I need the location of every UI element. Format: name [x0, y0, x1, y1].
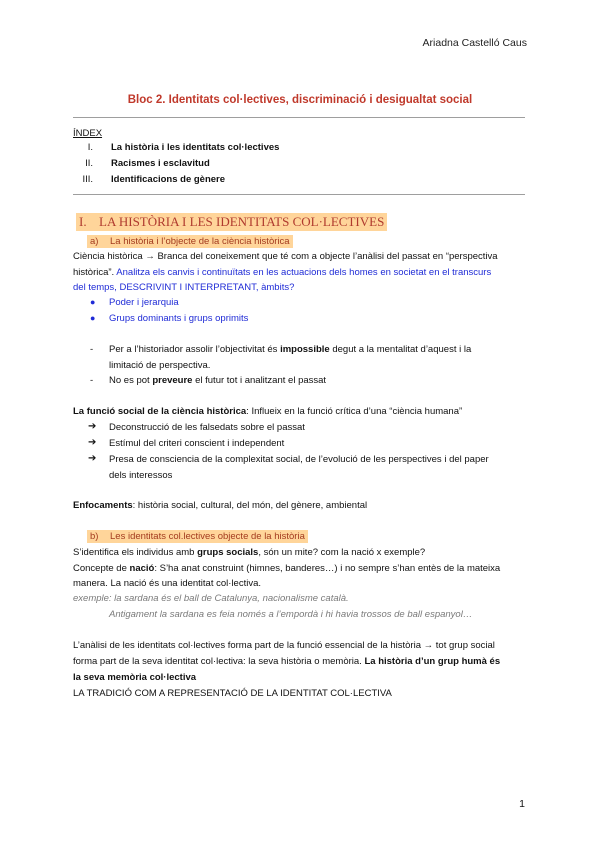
analysis-line: L’anàlisi de les identitats col·lectives forma part de la funció essencial de la història → tot grup social [73, 640, 495, 651]
section-title: LA HISTÒRIA I LES IDENTITATS COL·LECTIVES [99, 214, 385, 229]
enfocaments-label: Enfocaments [73, 500, 133, 511]
funcio-social-label: La funció social de la ciència històrica [73, 406, 247, 417]
bullet-item: Poder i jerarquia [109, 297, 179, 308]
dash-text: el futur tot i analitzant el passat [192, 375, 327, 386]
arrow-right-icon: ➔ [88, 437, 97, 448]
dash-item [109, 344, 471, 355]
example-line: Antigament la sardana es feia només a l’empordà i hi havia trossos de ball espanyol… [109, 609, 473, 620]
definition-line: Ciència històrica → Branca del coneixement que té com a objecte l’anàlisi del passat en “perspectiva [73, 251, 498, 262]
analysis-line: la seva memòria col·lectiva [73, 672, 197, 683]
paragraph-line [73, 547, 425, 558]
subsection-number: b) [90, 531, 99, 542]
arrow-right-icon: ➔ [88, 453, 97, 464]
subsection-number: a) [90, 236, 99, 247]
definition-line: del temps, DESCRIVINT I INTERPRETANT, àmbits? [73, 282, 295, 293]
arrow-item: Presa de consciencia de la complexitat social, de l’evolució de les perspectives i del paper [109, 454, 489, 465]
dash-icon: - [90, 344, 94, 355]
index-title: ÍNDEX [73, 128, 103, 139]
index-item-text: La història i les identitats col·lectives [111, 142, 280, 153]
dash-text: degut a la mentalitat d’aquest i la [329, 344, 472, 355]
definition-text: històrica”. [73, 267, 117, 278]
index-item [73, 142, 513, 158]
index-item-number: III. [82, 174, 93, 185]
paragraph-text: : S’ha anat construint (himnes, banderes…) i no sempre s’han entès de la mateixa [154, 563, 501, 574]
index-item-text: Racismes i esclavitud [111, 158, 210, 169]
dash-item [109, 375, 326, 386]
index-item [73, 158, 513, 174]
paragraph-line: manera. La nació és una identitat col·lectiva. [73, 578, 261, 589]
paragraph-text: Concepte de [73, 563, 130, 574]
paragraph-text: , són un mite? com la nació x exemple? [258, 547, 426, 558]
section-heading [76, 213, 387, 231]
definition-highlight: Analitza els canvis i continuïtats en les actuacions dels homes en societat en el transcurs [116, 267, 492, 278]
enfocaments-line [73, 500, 367, 511]
analysis-bold: La història d’un grup humà és [364, 656, 501, 667]
index-item-text: Identificacions de gènere [111, 174, 226, 185]
index-item-number: II. [85, 158, 93, 169]
arrow-item: Estímul del criteri conscient i independent [109, 438, 285, 449]
header-author: Ariadna Castelló Caus [422, 37, 527, 49]
bloc-title: Bloc 2. Identitats col·lectives, discriminació i desigualtat social [127, 94, 473, 106]
funcio-social-line [73, 406, 462, 417]
section-number: I. [79, 214, 87, 229]
enfocaments-text: : història social, cultural, del món, del gènere, ambiental [132, 500, 368, 511]
index-list [73, 142, 513, 190]
index-item-number: I. [87, 142, 93, 153]
funcio-social-text: : Influeix en la funció crítica d’una “ciència humana” [246, 406, 463, 417]
analysis-line [73, 656, 500, 667]
subsection-title: La història i l’objecte de la ciència històrica [110, 236, 290, 247]
arrow-item: Deconstrucció de les falsedats sobre el passat [109, 422, 305, 433]
page-number: 1 [519, 798, 525, 810]
divider [73, 117, 525, 118]
tradicio-heading: LA TRADICIÓ COM A REPRESENTACIÓ DE LA IDENTITAT COL·LECTIVA [73, 688, 392, 699]
dash-text: No es pot [109, 375, 153, 386]
dash-item-continuation: limitació de perspectiva. [109, 360, 211, 371]
paragraph-line [73, 563, 500, 574]
example-line: exemple: la sardana és el ball de Catalunya, nacionalisme català. [73, 593, 349, 604]
subsection-heading-a [87, 235, 293, 248]
divider [73, 194, 525, 195]
bullet-icon: ● [90, 297, 96, 307]
definition-line [73, 267, 491, 278]
arrow-item-continuation: dels interessos [109, 470, 173, 481]
subsection-title: Les identitats col.lectives objecte de la història [110, 531, 305, 542]
bullet-icon: ● [90, 313, 96, 323]
subsection-heading-b [87, 530, 308, 543]
bullet-item: Grups dominants i grups oprimits [109, 313, 249, 324]
dash-text: Per a l’historiador assolir l’objectivitat és [109, 344, 281, 355]
paragraph-bold: grups socials [197, 547, 259, 558]
analysis-text: forma part de la seva identitat col·lectiva: la seva història o memòria. [73, 656, 365, 667]
index-item [73, 174, 513, 190]
paragraph-text: S’identifica els individus amb [73, 547, 198, 558]
arrow-right-icon: ➔ [88, 421, 97, 432]
dash-bold: preveure [152, 375, 193, 386]
dash-bold: impossible [280, 344, 330, 355]
dash-icon: - [90, 375, 94, 386]
paragraph-bold: nació [129, 563, 155, 574]
